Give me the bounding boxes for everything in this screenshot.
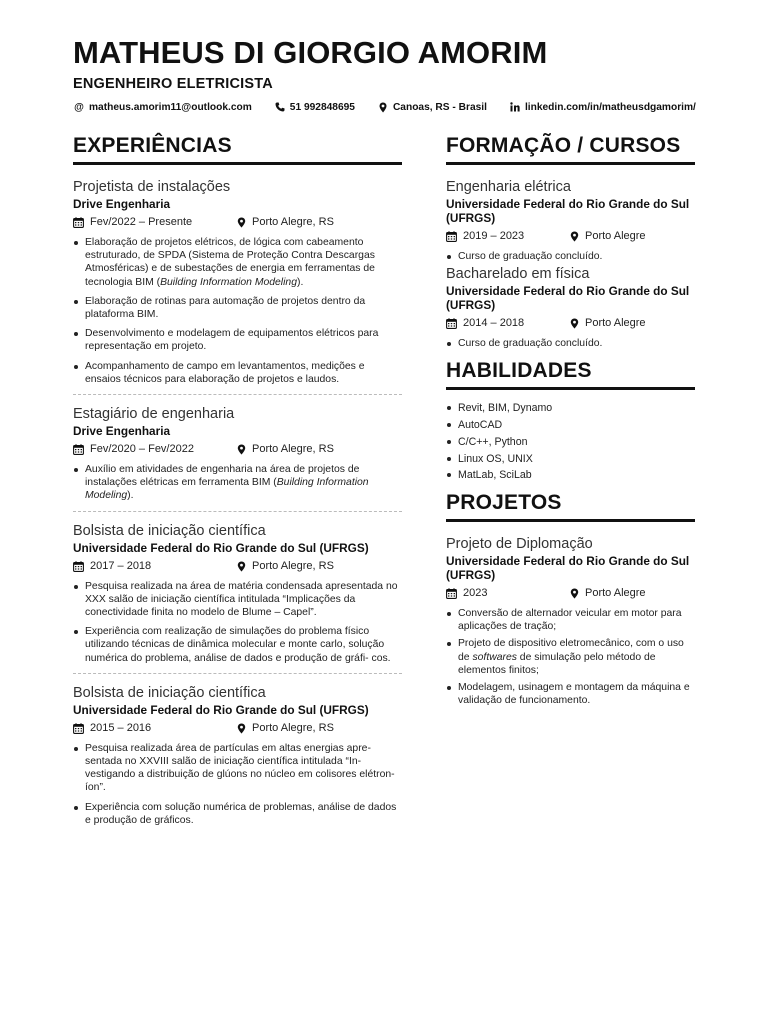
bullet-item: Conversão de alternador veicular em motor para aplicações de tração;	[446, 607, 695, 633]
entry-org: Universidade Federal do Rio Grande do Sul (UFRGS)	[446, 553, 690, 582]
entry-title: Estagiário de engenharia	[73, 406, 235, 423]
contact-linkedin[interactable]	[509, 101, 696, 113]
phone-text: 51 992848695	[289, 101, 355, 113]
education-entry	[446, 265, 695, 350]
entry-date: 2017 – 2018	[90, 559, 152, 572]
entry-org: Drive Engenharia	[73, 197, 171, 211]
skills-list	[446, 400, 695, 484]
calendar-icon	[73, 217, 84, 228]
entry-org: Universidade Federal do Rio Grande do Sul (UFRGS)	[73, 540, 369, 555]
education-heading: FORMAÇÃO / CURSOS	[446, 133, 695, 165]
side-column	[446, 128, 695, 711]
entry-meta	[73, 442, 402, 457]
entry-date: 2014 – 2018	[463, 317, 525, 330]
map-pin-icon	[237, 723, 246, 734]
entry-date: 2023	[463, 586, 488, 599]
bullet-item: Curso de graduação concluído.	[446, 337, 695, 350]
education-entry	[446, 178, 695, 263]
map-pin-icon	[570, 588, 579, 599]
map-pin-icon	[237, 444, 246, 455]
entry-meta	[446, 586, 695, 601]
entry-bullets	[446, 607, 695, 707]
bullet-item: Curso de graduação concluído.	[446, 250, 695, 263]
entry-location: Porto Alegre, RS	[252, 216, 334, 228]
entry-org: Universidade Federal do Rio Grande do Sul (UFRGS)	[446, 284, 690, 313]
bullet-item: Elaboração de rotinas para automação de projetos dentro da plataforma BIM.	[73, 295, 402, 321]
experience-entry	[73, 522, 402, 665]
entry-date: Fev/2022 – Presente	[90, 216, 193, 228]
phone-icon	[274, 101, 286, 113]
entry-title: Projeto de Diplomação	[446, 535, 593, 552]
candidate-name: MATHEUS DI GIORGIO AMORIM	[73, 35, 548, 70]
contact-email[interactable]	[73, 101, 252, 113]
calendar-icon	[73, 561, 84, 572]
experience-entry	[73, 405, 402, 503]
skill-item: Linux OS, UNIX	[446, 451, 695, 468]
skills-heading: HABILIDADES	[446, 358, 695, 390]
entry-date: 2019 – 2023	[463, 230, 525, 242]
divider	[73, 673, 402, 674]
location-text: Canoas, RS - Brasil	[392, 101, 487, 113]
project-entry	[446, 535, 695, 707]
projects-heading: PROJETOS	[446, 490, 695, 522]
experience-heading: EXPERIÊNCIAS	[73, 133, 402, 165]
map-pin-icon	[237, 217, 246, 228]
map-pin-icon	[237, 561, 246, 572]
entry-title: Bolsista de iniciação científica	[73, 522, 266, 539]
entry-bullets	[73, 580, 402, 665]
bullet-item: Pesquisa realizada área de partículas em altas energias apre- sentada no XXVIII salão de iniciação científica intitulada “In- vestigando a distribuição de glúons no núcleo em colisores elétron-íon”.	[73, 742, 402, 795]
at-icon: @	[74, 101, 84, 113]
contact-location	[377, 101, 487, 113]
map-pin-icon	[570, 318, 579, 329]
entry-location: Porto Alegre, RS	[252, 443, 334, 456]
entry-org: Universidade Federal do Rio Grande do Sul (UFRGS)	[446, 197, 690, 225]
calendar-icon	[446, 231, 457, 242]
calendar-icon	[446, 318, 457, 329]
entry-date: 2015 – 2016	[90, 721, 152, 734]
experience-column	[73, 128, 402, 833]
bullet-item: Pesquisa realizada na área de matéria condensada apresentada no XXX salão de iniciação científica intitulada “Implicações da conectividade finita no modelo de Blume – Capel”.	[73, 580, 402, 620]
bullet-item: Elaboração de projetos elétricos, de lógica com cabeamento estruturado, de SPDA (Sistema de Proteção Contra Descargas Atmosféricas) e de subestações de energia em ferramentas de tecnologia BIM (Building Information Modeling).	[73, 236, 402, 289]
calendar-icon	[73, 723, 84, 734]
skill-item: AutoCAD	[446, 417, 695, 434]
entry-meta	[73, 721, 402, 736]
contact-bar	[73, 98, 695, 116]
resume-page	[73, 34, 696, 826]
entry-org: Drive Engenharia	[73, 424, 171, 439]
entry-bullets	[73, 742, 402, 827]
entry-location: Porto Alegre	[585, 230, 646, 242]
linkedin-icon	[509, 101, 521, 113]
calendar-icon	[446, 588, 457, 599]
email-text: matheus.amorim11@outlook.com	[89, 101, 252, 113]
entry-title: Bacharelado em física	[446, 266, 590, 283]
bullet-item: Modelagem, usinagem e montagem da máquina e validação de funcionamento.	[446, 681, 695, 707]
entry-title: Bolsista de iniciação científica	[73, 684, 266, 701]
bullet-item: Desenvolvimento e modelagem de equipamentos elétricos para representação em projeto.	[73, 327, 402, 353]
skill-item: Revit, BIM, Dynamo	[446, 400, 695, 417]
entry-title: Projetista de instalações	[73, 179, 231, 195]
entry-meta	[73, 559, 402, 574]
bullet-item: Experiência com solução numérica de problemas, análise de dados e produção de gráficos.	[73, 801, 402, 827]
experience-entry	[73, 178, 402, 386]
bullet-item: Acompanhamento de campo em levantamentos, medições e ensaios técnicos para elaboração de projetos e laudos.	[73, 360, 402, 386]
entry-bullets	[73, 463, 402, 503]
job-title: ENGENHEIRO ELETRICISTA	[73, 76, 273, 92]
entry-meta	[73, 215, 402, 230]
bullet-item: Projeto de dispositivo eletromecânico, com o uso de softwares de simulação pelo método de elementos finitos;	[446, 637, 695, 677]
entry-date: Fev/2020 – Fev/2022	[90, 443, 194, 456]
contact-phone[interactable]	[274, 101, 355, 113]
entry-title: Engenharia elétrica	[446, 179, 571, 195]
skill-item: MatLab, SciLab	[446, 467, 695, 484]
linkedin-text: linkedin.com/in/matheusdgamorim/	[524, 101, 696, 113]
entry-org: Universidade Federal do Rio Grande do Sul (UFRGS)	[73, 702, 369, 717]
skill-item: C/C++, Python	[446, 434, 695, 451]
divider	[73, 511, 402, 512]
entry-location: Porto Alegre	[585, 317, 646, 330]
map-pin-icon	[570, 231, 579, 242]
entry-bullets	[446, 250, 695, 263]
entry-meta	[446, 229, 695, 244]
entry-location: Porto Alegre	[585, 586, 646, 599]
entry-meta	[446, 316, 695, 331]
entry-location: Porto Alegre, RS	[252, 721, 334, 734]
divider	[73, 394, 402, 395]
entry-bullets	[73, 236, 402, 386]
experience-entry	[73, 684, 402, 827]
entry-bullets	[446, 337, 695, 350]
calendar-icon	[73, 444, 84, 455]
bullet-item: Auxílio em atividades de engenharia na área de projetos de instalações elétricas em ferramenta BIM (Building Information Modeling).	[73, 463, 402, 503]
entry-location: Porto Alegre, RS	[252, 559, 334, 572]
map-pin-icon	[377, 101, 389, 113]
bullet-item: Experiência com realização de simulações do problema físico utilizando técnicas de dinâmica molecular e monte carlo, solução numérica do problema, análise de dados e produção de gráfi- cos.	[73, 625, 402, 665]
